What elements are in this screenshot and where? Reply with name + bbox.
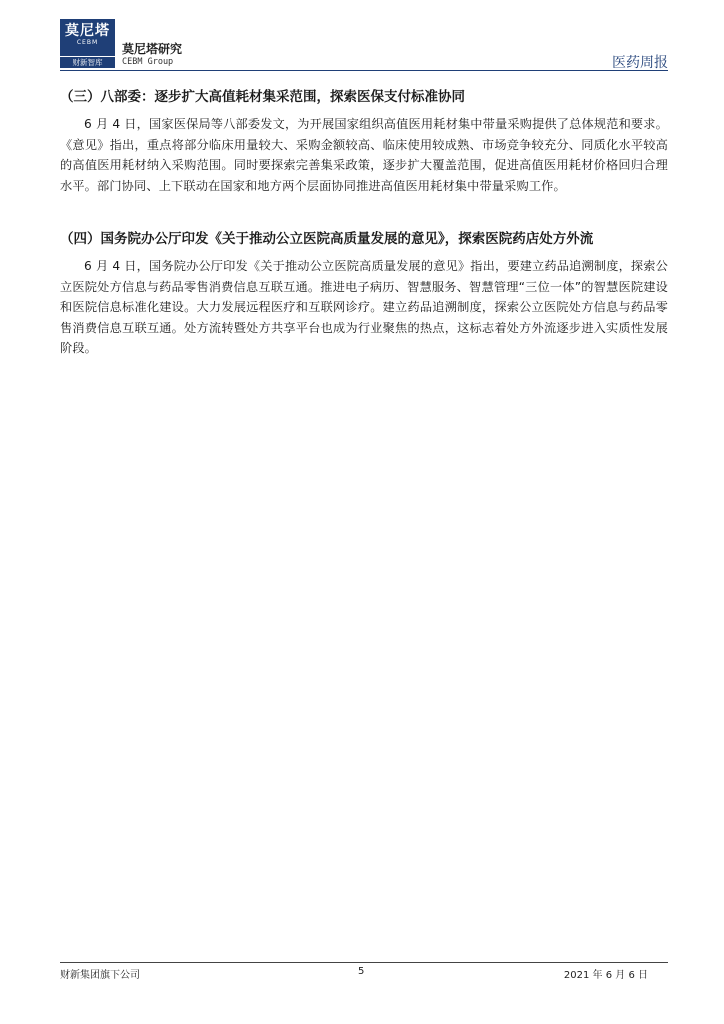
logo-bottom-text: 财新智库 <box>60 56 115 68</box>
header-divider <box>60 70 668 71</box>
section-paragraph-4: 6 月 4 日，国务院办公厅印发《关于推动公立医院高质量发展的意见》指出，要建立药品追溯制度，探索公立医院处方信息与药品零售消费信息互联互通。推进电子病历、智慧服务、智慧管理“三位一体”的智慧医院建设和医院信息标准化建设。大力发展远程医疗和互联网诊疗。建立药品追溯制度，探索公立医院处方信息与药品零售消费信息互联互通。处方流转暨处方共享平台也成为行业聚焦的热点，这标志着处方外流逐步进入实质性发展阶段。 <box>60 259 668 355</box>
section-heading-4: （四）国务院办公厅印发《关于推动公立医院高质量发展的意见》，探索医院药店处方外流 <box>60 231 594 247</box>
brand-name-cn: 莫尼塔研究 <box>122 42 183 56</box>
brand-name-en: CEBM Group <box>122 57 174 67</box>
logo-en-text: CEBM <box>76 39 99 46</box>
report-type: 医药周报 <box>612 55 668 71</box>
logo-mark <box>60 19 115 56</box>
footer-divider <box>60 962 668 963</box>
section-paragraph-3: 6 月 4 日，国家医保局等八部委发文，为开展国家组织高值医用耗材集中带量采购提供了总体规范和要求。《意见》指出，重点将部分临床用量较大、采购金额较高、临床使用较成熟、市场竞争较充分、同质化水平较高的高值医用耗材纳入采购范围。同时要探索完善集采政策，逐步扩大覆盖范围，促进高值医用耗材价格回归合理水平。部门协同、上下联动在国家和地方两个层面协同推进高值医用耗材集中带量采购工作。 <box>60 117 668 193</box>
logo-cn-text: 莫尼塔 <box>65 23 110 39</box>
page-header <box>60 19 668 71</box>
page-number: 5 <box>358 966 365 977</box>
section-heading-3: （三）八部委：逐步扩大高值耗材集采范围，探索医保支付标准协同 <box>60 89 465 105</box>
cebm-logo <box>60 19 115 67</box>
footer-date: 2021 年 6 月 6 日 <box>563 970 648 981</box>
footer-company: 财新集团旗下公司 <box>60 970 140 981</box>
